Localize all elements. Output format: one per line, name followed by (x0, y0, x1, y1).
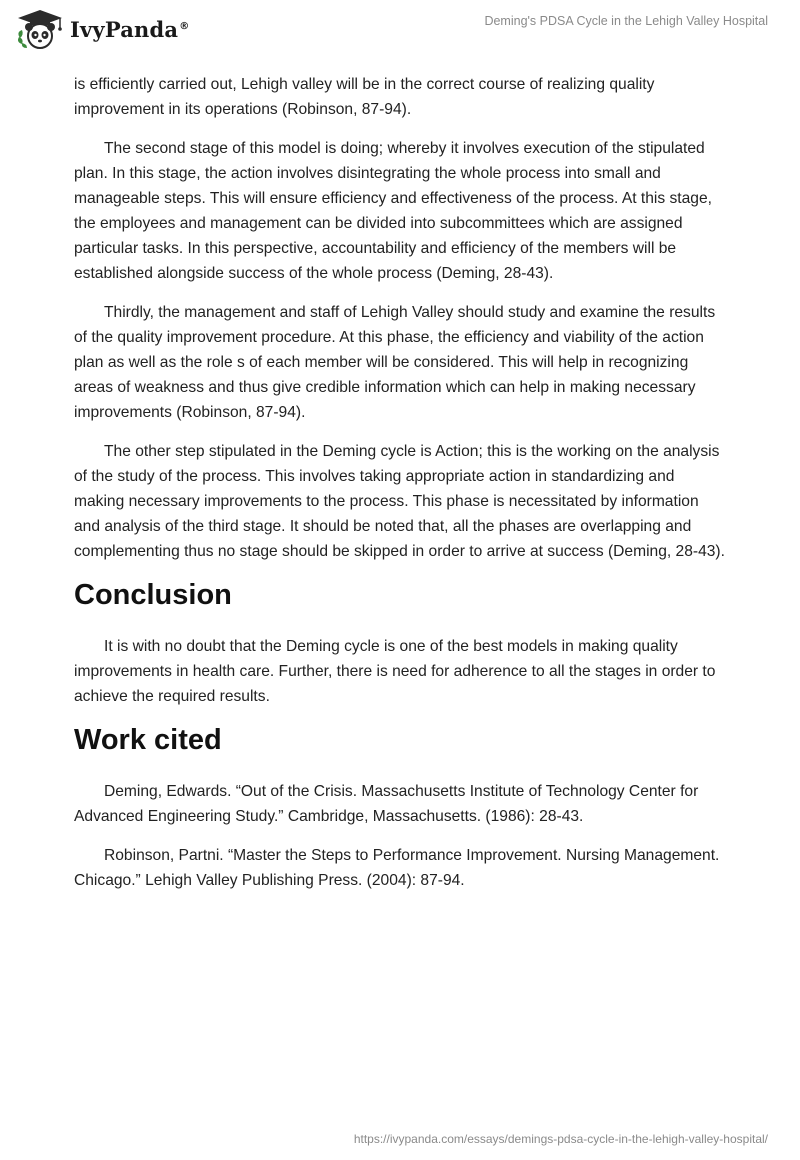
citation-entry: Deming, Edwards. “Out of the Crisis. Massachusetts Institute of Technology Center for Advanced Engineering Study.” Cambridge, Massachusetts. (1986): 28-43. (74, 783, 699, 825)
body-paragraph: The other step stipulated in the Deming cycle is Action; this is the working on the analysis of the study of the process. This involves taking appropriate action in standardizing and making necessary improvements to the process. This phase is necessitated by information and analysis of the third stage. It should be noted that, all the phases are overlapping and complementing thus no stage should be skipped in order to arrive at success (Deming, 28-43). (74, 443, 725, 560)
body-paragraph: Thirdly, the management and staff of Lehigh Valley should study and examine the results of the quality improvement procedure. At this phase, the efficiency and viability of the action plan as well as the role s of each member will be considered. This will help in recognizing areas of weakness and thus give credible information which can help in making necessary improvements (Robinson, 87-94). (74, 304, 716, 421)
source-url-link[interactable]: https://ivypanda.com/essays/demings-pdsa-cycle-in-the-lehigh-valley-hospital/ (353, 1132, 768, 1146)
ivypanda-logo[interactable] (14, 8, 189, 50)
body-paragraph: The second stage of this model is doing; whereby it involves execution of the stipulated plan. In this stage, the action involves disintegrating the whole process into small and manageable steps. This will ensure efficiency and effectiveness of the process. At this stage, the employees and management can be divided into subcommittees which are assigned particular tasks. In this perspective, accountability and efficiency of the members will be established alongside success of the whole process (Deming, 28-43). (74, 140, 712, 282)
document-title: Deming's PDSA Cycle in the Lehigh Valley Hospital (484, 14, 768, 28)
registered-mark: ® (179, 20, 190, 32)
brand-name: IvyPanda® (70, 16, 190, 42)
conclusion-heading: Conclusion (74, 579, 232, 611)
page-header (0, 0, 800, 60)
panda-graduate-icon (14, 8, 66, 50)
essay-content (74, 72, 726, 907)
conclusion-paragraph: It is with no doubt that the Deming cycle is one of the best models in making quality improvements in health care. Further, there is need for adherence to all the stages in order to achieve the required results. (74, 638, 716, 705)
citation-entry: Robinson, Partni. “Master the Steps to Performance Improvement. Nursing Management. Chicago.” Lehigh Valley Publishing Press. (2004): 87-94. (74, 847, 720, 889)
body-paragraph: is efficiently carried out, Lehigh valley will be in the correct course of realizing quality improvement in its operations (Robinson, 87-94). (74, 76, 655, 118)
works-cited-heading: Work cited (74, 724, 222, 756)
